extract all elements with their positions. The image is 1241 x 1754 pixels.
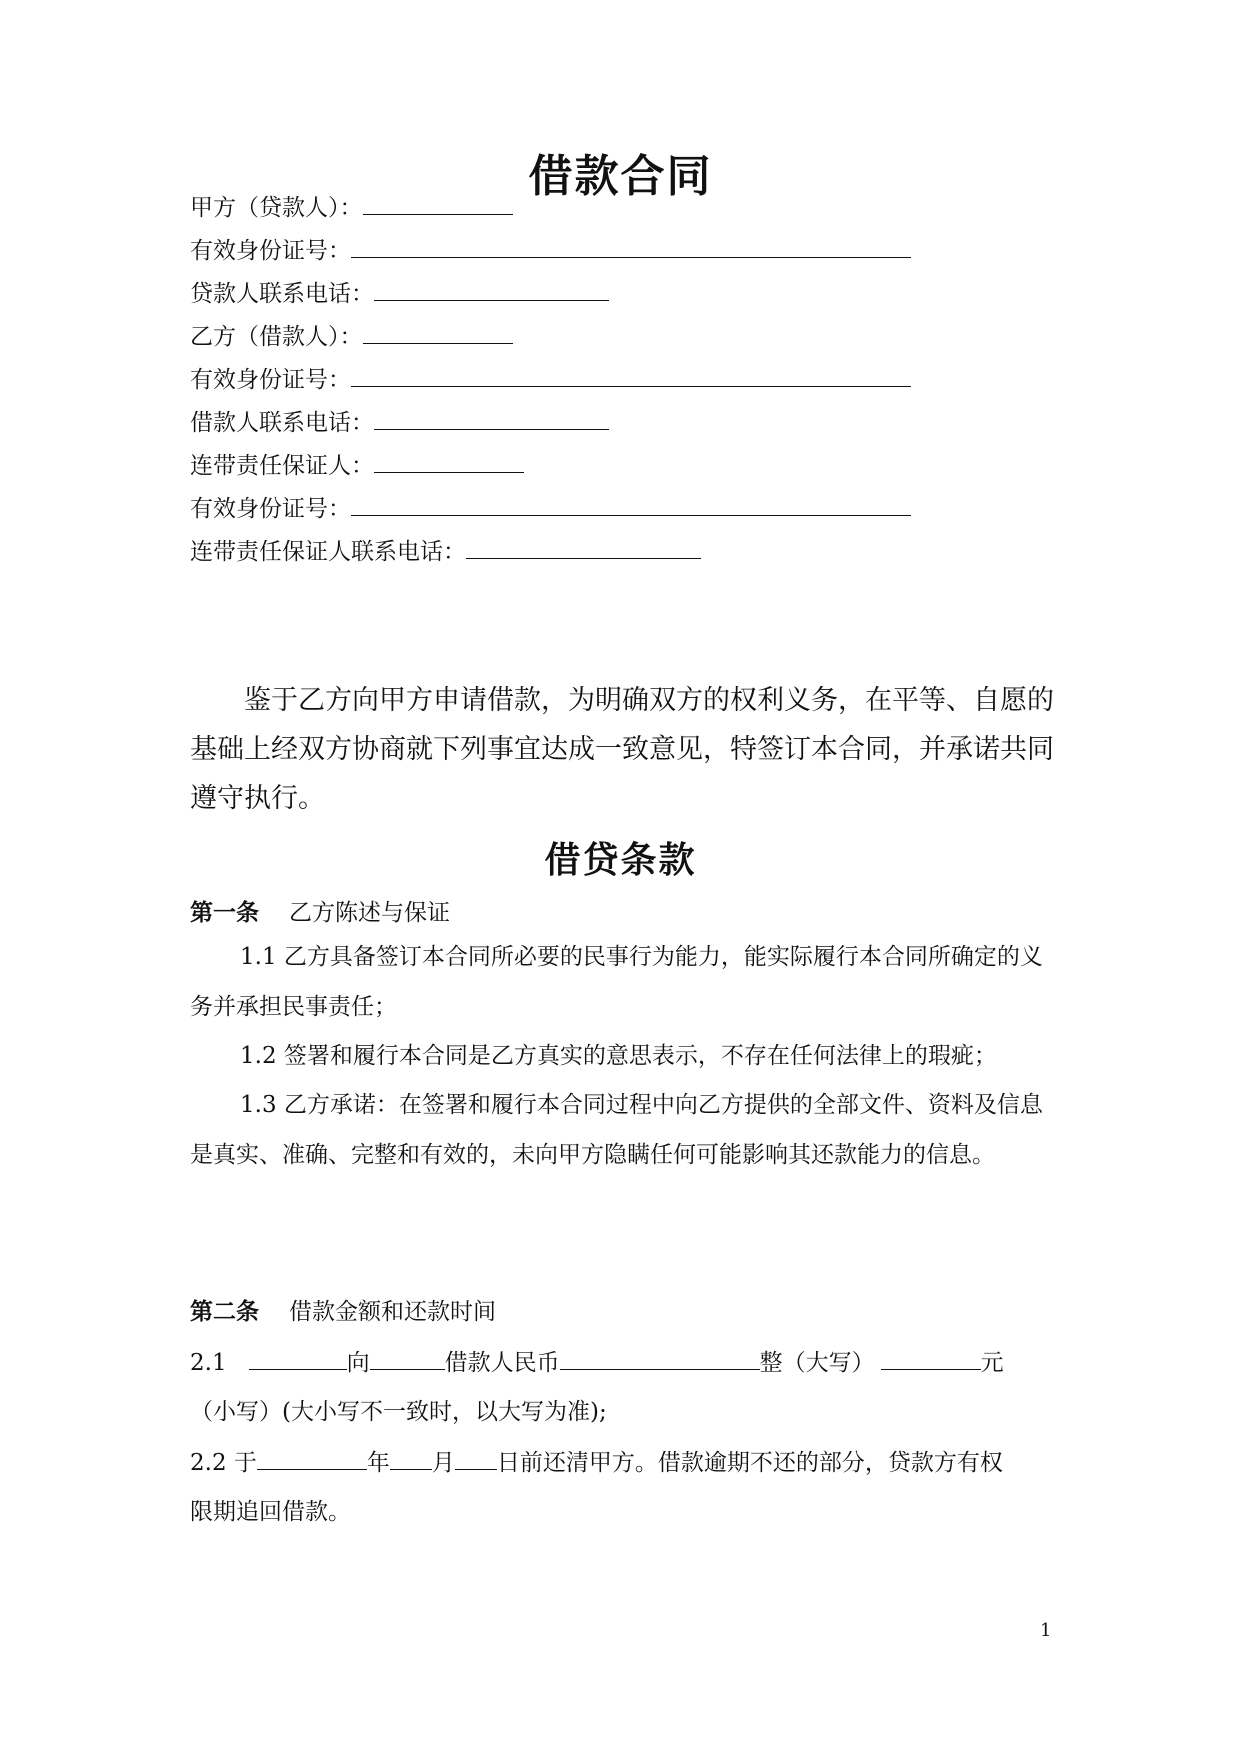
- clause-2-2-line: [190, 1447, 1003, 1478]
- clause-text: 日前还清甲方。借款逾期不还的部分，贷款方有权: [496, 1450, 1003, 1476]
- article-1-heading: [190, 898, 450, 928]
- party-label: 有效身份证号：: [190, 238, 351, 264]
- party-line-borrower-id: [190, 364, 911, 395]
- party-line-lender: [190, 192, 513, 223]
- page-number: 1: [1040, 1620, 1052, 1641]
- party-label: 借款人联系电话：: [190, 410, 374, 436]
- fill-blank[interactable]: [374, 407, 609, 430]
- party-label: 有效身份证号：: [190, 496, 351, 522]
- fill-blank[interactable]: [249, 1347, 347, 1370]
- document-title: 借款合同: [528, 151, 713, 202]
- clause-text: 整（大写）: [759, 1350, 875, 1376]
- clause-number: 2.2 于: [190, 1450, 257, 1476]
- clause-text: 月: [431, 1450, 455, 1476]
- clause-1-1: 1.1 乙方具备签订本合同所必要的民事行为能力，能实际履行本合同所确定的义务并承担民事责任；: [190, 944, 1043, 1020]
- fill-blank[interactable]: [257, 1447, 367, 1470]
- party-line-guarantor-id: [190, 493, 911, 524]
- article-label: 第一条: [190, 900, 259, 926]
- fill-blank[interactable]: [455, 1447, 497, 1470]
- article-heading-text: 乙方陈述与保证: [289, 900, 450, 926]
- fill-blank[interactable]: [881, 1347, 981, 1370]
- clause-text: 向: [346, 1350, 370, 1376]
- party-label: 连带责任保证人：: [190, 453, 374, 479]
- party-label: 甲方（贷款人）：: [190, 195, 363, 221]
- clause-text: 元: [980, 1350, 1004, 1376]
- clause-1-2: 1.2 签署和履行本合同是乙方真实的意思表示，不存在任何法律上的瑕疵；: [240, 1043, 997, 1069]
- fill-blank[interactable]: [374, 278, 609, 301]
- article-heading-text: 借款金额和还款时间: [289, 1299, 496, 1325]
- party-line-guarantor: [190, 450, 524, 481]
- party-line-guarantor-phone: [190, 536, 701, 567]
- clause-text: 年: [366, 1450, 390, 1476]
- party-label: 有效身份证号：: [190, 367, 351, 393]
- fill-blank[interactable]: [351, 493, 911, 516]
- party-line-borrower-phone: [190, 407, 609, 438]
- clause-2-2-line-2: 限期追回借款。: [190, 1499, 351, 1525]
- clause-1-3: 1.3 乙方承诺：在签署和履行本合同过程中向乙方提供的全部文件、资料及信息是真实、准确、完整和有效的，未向甲方隐瞒任何可能影响其还款能力的信息。: [190, 1092, 1043, 1168]
- fill-blank[interactable]: [466, 536, 701, 559]
- party-label: 贷款人联系电话：: [190, 281, 374, 307]
- fill-blank[interactable]: [370, 1347, 445, 1370]
- clause-2-1-line: [190, 1347, 1004, 1378]
- fill-blank[interactable]: [390, 1447, 432, 1470]
- fill-blank[interactable]: [363, 321, 513, 344]
- clause-number: 2.1: [190, 1350, 227, 1376]
- fill-blank[interactable]: [363, 192, 513, 215]
- section-title: 借贷条款: [544, 840, 697, 881]
- fill-blank[interactable]: [351, 235, 911, 258]
- clause-2-1-line-2: （小写）(大小写不一致时，以大写为准);: [190, 1399, 607, 1425]
- party-line-lender-id: [190, 235, 911, 266]
- preamble-paragraph: 鉴于乙方向甲方申请借款，为明确双方的权利义务，在平等、自愿的基础上经双方协商就下列事宜达成一致意见，特签订本合同，并承诺共同遵守执行。: [190, 685, 1054, 814]
- party-line-borrower: [190, 321, 513, 352]
- party-label: 乙方（借款人）：: [190, 324, 363, 350]
- party-line-lender-phone: [190, 278, 609, 309]
- fill-blank[interactable]: [351, 364, 911, 387]
- party-label: 连带责任保证人联系电话：: [190, 539, 466, 565]
- article-2-heading: [190, 1297, 496, 1327]
- fill-blank[interactable]: [374, 450, 524, 473]
- clause-text: 借款人民币: [444, 1350, 560, 1376]
- fill-blank[interactable]: [560, 1347, 760, 1370]
- article-label: 第二条: [190, 1299, 259, 1325]
